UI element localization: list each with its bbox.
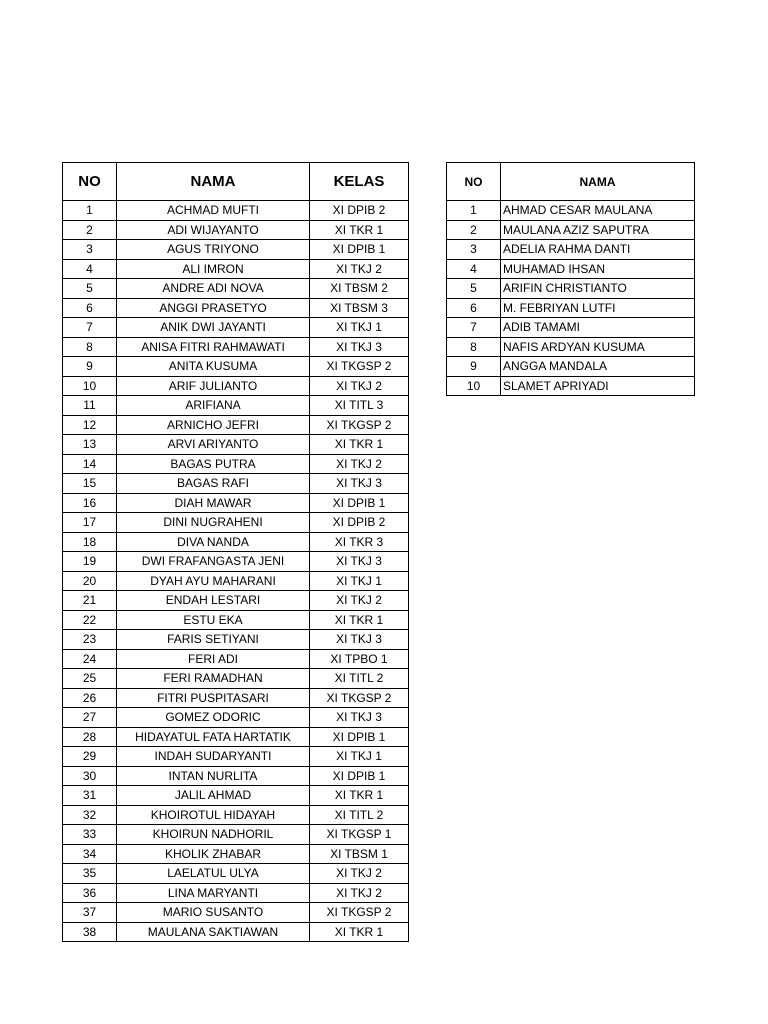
table-row [63, 786, 409, 806]
header-no: NO [63, 163, 117, 201]
cell-no: 15 [63, 474, 117, 494]
cell-no: 37 [63, 903, 117, 923]
cell-nama: FERI ADI [117, 649, 310, 669]
cell-nama: INDAH SUDARYANTI [117, 747, 310, 767]
table-row [447, 318, 695, 338]
table-row [447, 220, 695, 240]
cell-nama: DINI NUGRAHENI [117, 513, 310, 533]
cell-nama: GOMEZ ODORIC [117, 708, 310, 728]
table-row [63, 279, 409, 299]
cell-kelas: XI TKGSP 2 [310, 357, 409, 377]
table-row [63, 435, 409, 455]
table-row [63, 552, 409, 572]
cell-no: 24 [63, 649, 117, 669]
cell-nama: MAULANA SAKTIAWAN [117, 922, 310, 942]
cell-nama: FITRI PUSPITASARI [117, 688, 310, 708]
cell-no: 14 [63, 454, 117, 474]
table-header-row [447, 163, 695, 201]
table-row [63, 337, 409, 357]
table-row [63, 396, 409, 416]
cell-nama: ANITA KUSUMA [117, 357, 310, 377]
cell-nama: DIAH MAWAR [117, 493, 310, 513]
cell-nama: MUHAMAD IHSAN [501, 259, 695, 279]
cell-no: 6 [447, 298, 501, 318]
cell-no: 21 [63, 591, 117, 611]
cell-nama: ANGGA MANDALA [501, 357, 695, 377]
table-row [447, 357, 695, 377]
table-row [63, 415, 409, 435]
cell-nama: AGUS TRIYONO [117, 240, 310, 260]
table-row [63, 864, 409, 884]
cell-nama: ARVI ARIYANTO [117, 435, 310, 455]
cell-no: 1 [447, 201, 501, 221]
table-row [63, 825, 409, 845]
header-no: NO [447, 163, 501, 201]
table-row [63, 474, 409, 494]
cell-nama: ANIK DWI JAYANTI [117, 318, 310, 338]
cell-no: 7 [63, 318, 117, 338]
table-row [63, 747, 409, 767]
cell-no: 25 [63, 669, 117, 689]
cell-kelas: XI TKGSP 2 [310, 903, 409, 923]
cell-no: 29 [63, 747, 117, 767]
cell-no: 35 [63, 864, 117, 884]
header-kelas: KELAS [310, 163, 409, 201]
cell-nama: DIVA NANDA [117, 532, 310, 552]
cell-kelas: XI DPIB 1 [310, 240, 409, 260]
cell-nama: BAGAS RAFI [117, 474, 310, 494]
table-row [63, 493, 409, 513]
cell-kelas: XI TPBO 1 [310, 649, 409, 669]
cell-no: 26 [63, 688, 117, 708]
cell-nama: LINA MARYANTI [117, 883, 310, 903]
cell-no: 23 [63, 630, 117, 650]
cell-no: 9 [63, 357, 117, 377]
table-row [447, 201, 695, 221]
cell-nama: KHOLIK ZHABAR [117, 844, 310, 864]
cell-nama: MAULANA AZIZ SAPUTRA [501, 220, 695, 240]
cell-no: 32 [63, 805, 117, 825]
table-row [63, 376, 409, 396]
table-row [63, 805, 409, 825]
cell-nama: NAFIS ARDYAN KUSUMA [501, 337, 695, 357]
table-row [63, 688, 409, 708]
table-row [63, 201, 409, 221]
student-class-table-body [63, 201, 409, 942]
cell-kelas: XI DPIB 1 [310, 727, 409, 747]
table-row [63, 766, 409, 786]
cell-no: 4 [447, 259, 501, 279]
table-row [63, 240, 409, 260]
table-row [63, 298, 409, 318]
cell-kelas: XI TKGSP 2 [310, 415, 409, 435]
cell-no: 20 [63, 571, 117, 591]
cell-kelas: XI TKJ 3 [310, 474, 409, 494]
table-row [63, 630, 409, 650]
cell-no: 7 [447, 318, 501, 338]
header-nama: NAMA [117, 163, 310, 201]
cell-kelas: XI TBSM 2 [310, 279, 409, 299]
table-row [63, 513, 409, 533]
table-row [63, 883, 409, 903]
cell-no: 10 [63, 376, 117, 396]
cell-nama: ADI WIJAYANTO [117, 220, 310, 240]
cell-no: 2 [63, 220, 117, 240]
table-header-row [63, 163, 409, 201]
cell-nama: DYAH AYU MAHARANI [117, 571, 310, 591]
cell-no: 4 [63, 259, 117, 279]
cell-no: 28 [63, 727, 117, 747]
cell-kelas: XI TKR 1 [310, 786, 409, 806]
cell-kelas: XI TITL 2 [310, 805, 409, 825]
cell-kelas: XI TKJ 2 [310, 376, 409, 396]
cell-kelas: XI TKR 1 [310, 220, 409, 240]
cell-kelas: XI TKGSP 1 [310, 825, 409, 845]
cell-nama: KHOIROTUL HIDAYAH [117, 805, 310, 825]
cell-no: 5 [447, 279, 501, 299]
cell-kelas: XI TKJ 2 [310, 591, 409, 611]
cell-nama: ESTU EKA [117, 610, 310, 630]
cell-kelas: XI TKJ 3 [310, 337, 409, 357]
table-row [63, 922, 409, 942]
cell-kelas: XI TKJ 1 [310, 747, 409, 767]
cell-no: 17 [63, 513, 117, 533]
table-row [63, 454, 409, 474]
cell-no: 8 [447, 337, 501, 357]
cell-nama: ARIF JULIANTO [117, 376, 310, 396]
cell-no: 30 [63, 766, 117, 786]
cell-no: 34 [63, 844, 117, 864]
cell-no: 31 [63, 786, 117, 806]
cell-nama: ARNICHO JEFRI [117, 415, 310, 435]
cell-nama: KHOIRUN NADHORIL [117, 825, 310, 845]
cell-no: 13 [63, 435, 117, 455]
table-row [447, 376, 695, 396]
cell-kelas: XI TKR 1 [310, 610, 409, 630]
cell-nama: INTAN NURLITA [117, 766, 310, 786]
cell-nama: BAGAS PUTRA [117, 454, 310, 474]
cell-no: 3 [447, 240, 501, 260]
cell-nama: AHMAD CESAR MAULANA [501, 201, 695, 221]
cell-kelas: XI TKJ 3 [310, 630, 409, 650]
table-row [63, 844, 409, 864]
table-row [63, 591, 409, 611]
table-row [63, 669, 409, 689]
cell-nama: ARIFIANA [117, 396, 310, 416]
cell-kelas: XI TKR 1 [310, 922, 409, 942]
cell-nama: ALI IMRON [117, 259, 310, 279]
cell-nama: ADELIA RAHMA DANTI [501, 240, 695, 260]
cell-nama: M. FEBRIYAN LUTFI [501, 298, 695, 318]
table-row [447, 298, 695, 318]
cell-nama: ARIFIN CHRISTIANTO [501, 279, 695, 299]
cell-nama: ANISA FITRI RAHMAWATI [117, 337, 310, 357]
cell-no: 6 [63, 298, 117, 318]
cell-kelas: XI TKJ 2 [310, 259, 409, 279]
cell-nama: JALIL AHMAD [117, 786, 310, 806]
cell-kelas: XI DPIB 2 [310, 201, 409, 221]
table-row [63, 610, 409, 630]
table-row [63, 357, 409, 377]
student-name-table-body [447, 201, 695, 396]
cell-kelas: XI TKGSP 2 [310, 688, 409, 708]
cell-nama: ENDAH LESTARI [117, 591, 310, 611]
cell-kelas: XI TITL 2 [310, 669, 409, 689]
student-name-table [446, 162, 695, 396]
cell-kelas: XI TKJ 3 [310, 708, 409, 728]
cell-no: 38 [63, 922, 117, 942]
cell-no: 22 [63, 610, 117, 630]
table-row [63, 903, 409, 923]
table-row [63, 220, 409, 240]
cell-no: 18 [63, 532, 117, 552]
cell-no: 12 [63, 415, 117, 435]
cell-nama: FARIS SETIYANI [117, 630, 310, 650]
table-row [63, 318, 409, 338]
table-row [447, 240, 695, 260]
cell-kelas: XI TBSM 3 [310, 298, 409, 318]
cell-kelas: XI DPIB 2 [310, 513, 409, 533]
table-row [63, 727, 409, 747]
table-row [447, 279, 695, 299]
cell-kelas: XI TKJ 1 [310, 571, 409, 591]
cell-kelas: XI DPIB 1 [310, 766, 409, 786]
cell-no: 3 [63, 240, 117, 260]
cell-nama: HIDAYATUL FATA HARTATIK [117, 727, 310, 747]
table-row [63, 708, 409, 728]
cell-no: 16 [63, 493, 117, 513]
table-row [63, 649, 409, 669]
cell-no: 8 [63, 337, 117, 357]
cell-no: 36 [63, 883, 117, 903]
cell-kelas: XI TKJ 1 [310, 318, 409, 338]
cell-no: 2 [447, 220, 501, 240]
cell-kelas: XI DPIB 1 [310, 493, 409, 513]
table-row [63, 571, 409, 591]
cell-no: 27 [63, 708, 117, 728]
cell-nama: MARIO SUSANTO [117, 903, 310, 923]
cell-kelas: XI TKR 1 [310, 435, 409, 455]
table-row [447, 337, 695, 357]
cell-kelas: XI TKJ 3 [310, 552, 409, 572]
cell-nama: SLAMET APRIYADI [501, 376, 695, 396]
cell-kelas: XI TBSM 1 [310, 844, 409, 864]
cell-nama: LAELATUL ULYA [117, 864, 310, 884]
table-row [63, 532, 409, 552]
cell-nama: FERI RAMADHAN [117, 669, 310, 689]
cell-nama: ANGGI PRASETYO [117, 298, 310, 318]
student-class-table [62, 162, 409, 942]
cell-no: 33 [63, 825, 117, 845]
cell-nama: ADIB TAMAMI [501, 318, 695, 338]
cell-no: 19 [63, 552, 117, 572]
cell-kelas: XI TITL 3 [310, 396, 409, 416]
cell-nama: ACHMAD MUFTI [117, 201, 310, 221]
cell-nama: ANDRE ADI NOVA [117, 279, 310, 299]
cell-no: 9 [447, 357, 501, 377]
cell-kelas: XI TKR 3 [310, 532, 409, 552]
cell-kelas: XI TKJ 2 [310, 454, 409, 474]
cell-no: 5 [63, 279, 117, 299]
table-row [63, 259, 409, 279]
cell-nama: DWI FRAFANGASTA JENI [117, 552, 310, 572]
table-row [447, 259, 695, 279]
cell-kelas: XI TKJ 2 [310, 883, 409, 903]
cell-no: 11 [63, 396, 117, 416]
header-nama: NAMA [501, 163, 695, 201]
cell-kelas: XI TKJ 2 [310, 864, 409, 884]
cell-no: 10 [447, 376, 501, 396]
cell-no: 1 [63, 201, 117, 221]
